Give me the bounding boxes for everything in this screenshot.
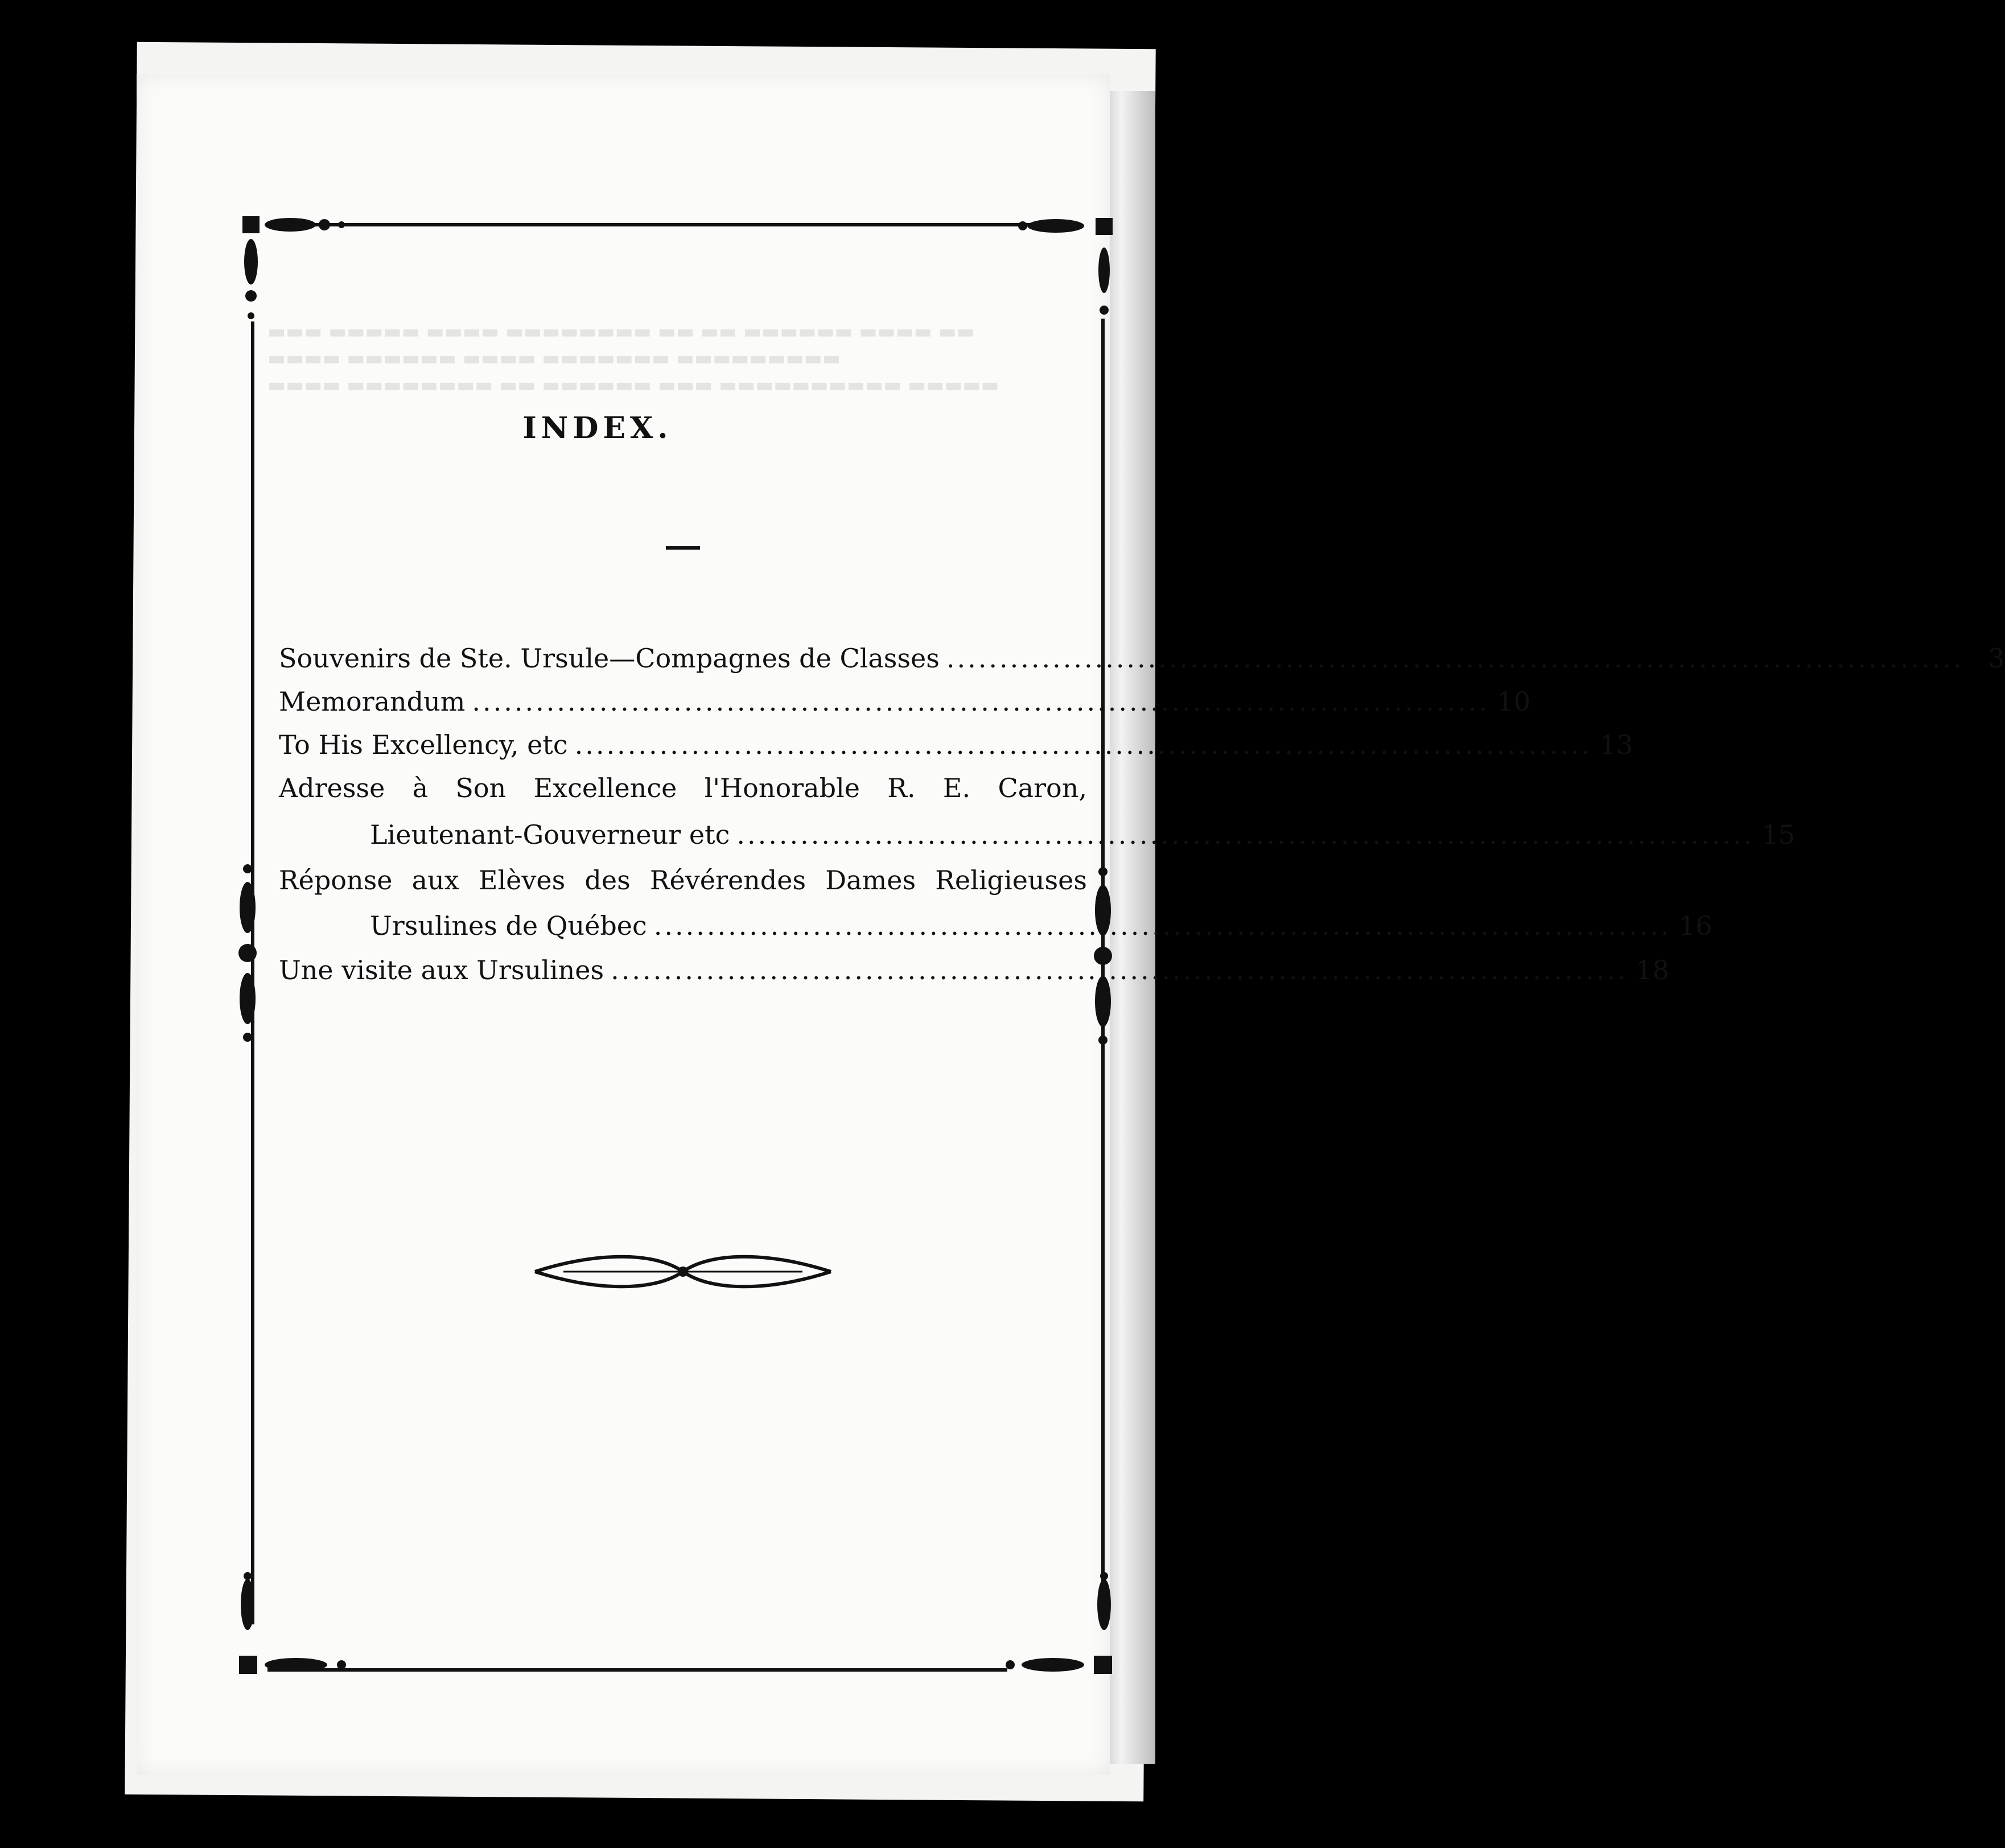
toc-entry-page: 3	[1988, 643, 2005, 674]
toc-entry-title: Souvenirs de Ste. Ursule—Compagnes de Classes	[279, 643, 940, 674]
leader-dots: ................................................................................................	[472, 686, 1490, 717]
leader-dots: ................................................................................................	[946, 643, 1964, 674]
frame-top-rule	[267, 223, 1041, 226]
toc-entry	[279, 955, 1669, 990]
swash-ornament	[529, 1249, 837, 1297]
toc-entry-page: 13	[1599, 729, 1633, 760]
toc-entry	[279, 643, 2005, 678]
bleed-through-text: ▬▬▬ ▬▬▬▬▬ ▬▬▬▬ ▬▬▬▬▬▬▬▬ ▬▬ ▬▬ ▬▬▬▬▬▬ ▬▬▬▬ ▬▬ ▬▬▬▬ ▬▬▬▬▬▬ ▬▬▬▬ ▬▬▬▬▬▬▬ ▬▬▬▬▬▬▬▬▬ ▬▬▬▬ ▬▬▬▬▬▬▬▬ ▬▬ ▬▬▬▬▬▬ ▬▬▬ ▬▬▬▬▬▬▬▬▬▬ ▬▬▬▬▬	[267, 320, 999, 397]
toc-entry	[279, 865, 1087, 900]
corner-ornament-bottom-right	[996, 1570, 1121, 1684]
side-ornament-left	[233, 862, 262, 1044]
corner-ornament-top-right	[1016, 213, 1118, 339]
leader-dots: ................................................................................................	[574, 729, 1592, 760]
toc-entry-title: Une visite aux Ursulines	[279, 955, 604, 985]
toc-entry-page: 18	[1636, 955, 1669, 985]
toc-entry-title: Adresse à Son Excellence l'Honorable R. E. Caron,	[279, 773, 1087, 803]
toc-entry-title: Réponse aux Elèves des Révérendes Dames Religieuses	[279, 865, 1087, 896]
toc-entry-page: 16	[1678, 910, 1712, 941]
leader-dots: ................................................................................................	[611, 955, 1628, 985]
toc-entry-title: Lieutenant-Gouverneur etc	[370, 819, 730, 850]
toc-entry-continued	[370, 819, 1796, 855]
toc-entry-title: Memorandum	[279, 686, 466, 717]
leader-dots: ................................................................................................	[736, 819, 1755, 850]
toc-entry-title: To His Excellency, etc	[279, 729, 568, 760]
corner-ornament-top-left	[239, 211, 359, 330]
leader-dots: ................................................................................................	[653, 910, 1671, 941]
index-title: INDEX.	[522, 411, 673, 446]
toc-entry-page: 15	[1761, 819, 1796, 850]
toc-entry	[279, 729, 1633, 765]
toc-entry-continued	[370, 910, 1712, 946]
toc-entry	[279, 773, 1087, 808]
frame-bottom-rule	[267, 1668, 1007, 1672]
toc-entry	[279, 686, 1531, 721]
title-rule	[666, 546, 700, 550]
toc-entry-page: 10	[1497, 686, 1531, 717]
corner-ornament-bottom-left	[233, 1570, 359, 1684]
toc-entry-title: Ursulines de Québec	[370, 910, 647, 941]
